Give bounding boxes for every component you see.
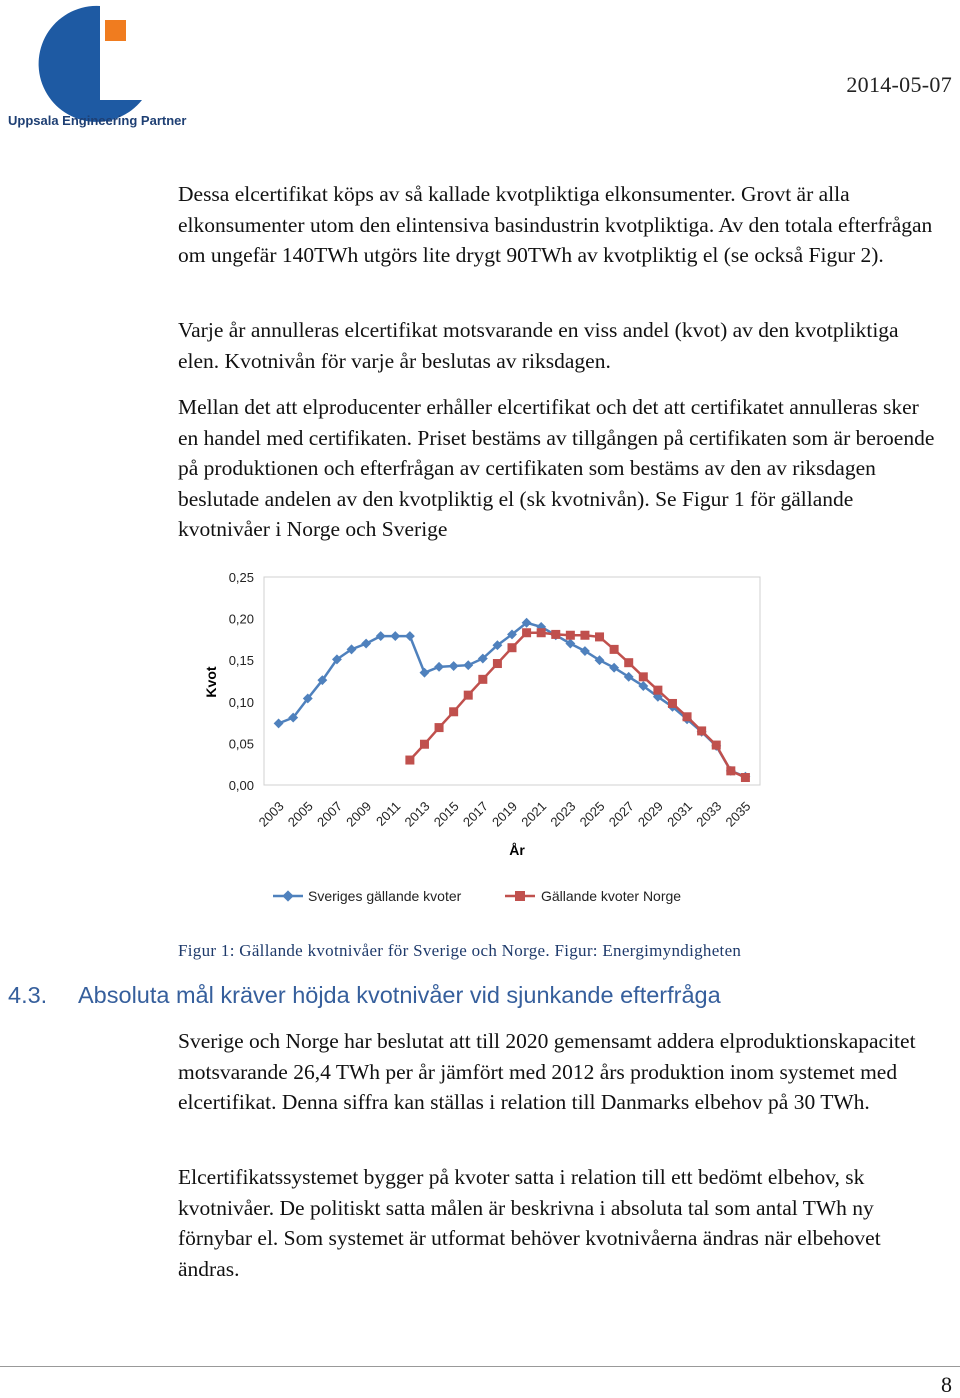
section-number: 4.3. <box>8 982 48 1008</box>
data-point-norge <box>624 658 633 667</box>
data-point-norge <box>668 699 677 708</box>
legend-label-sverige: Sveriges gällande kvoter <box>308 888 462 904</box>
y-tick-label: 0,10 <box>228 694 254 710</box>
x-tick-label: 2011 <box>373 798 404 829</box>
x-tick-label: 2009 <box>343 798 375 830</box>
footer-divider <box>0 1366 960 1367</box>
x-tick-label: 2007 <box>314 798 346 830</box>
x-axis-ticks <box>256 799 754 830</box>
quota-chart <box>195 560 775 925</box>
x-tick-label: 2023 <box>547 798 579 830</box>
x-tick-label: 2005 <box>284 798 316 830</box>
x-tick-label: 2027 <box>605 798 637 830</box>
document-date: 2014-05-07 <box>846 72 952 97</box>
data-point-norge <box>653 686 662 695</box>
section-heading <box>8 982 721 1009</box>
paragraph-kvotnivaer: Elcertifikatssystemet bygger på kvoter satta i relation till ett bedömt elbehov, sk kvotnivåer. De politiskt satta målen är beskrivna i absoluta tal som antal TWh ny förnybar el. Som systemet är utformat behöver kvotnivåerna ändras när elbehovet ändras. <box>178 1165 881 1281</box>
legend-item-norge <box>505 888 681 904</box>
y-axis-ticks <box>229 570 254 793</box>
x-tick-label: 2019 <box>489 798 521 830</box>
x-tick-label: 2021 <box>518 798 550 830</box>
x-tick-label: 2025 <box>576 798 608 830</box>
x-tick-label: 2017 <box>459 798 491 830</box>
data-point-norge <box>522 628 531 637</box>
data-point-norge <box>580 631 589 640</box>
logo-text: Uppsala Engineering Partner <box>8 113 187 128</box>
data-point-norge <box>595 632 604 641</box>
data-point-norge <box>712 741 721 750</box>
legend-label-norge: Gällande kvoter Norge <box>541 888 682 904</box>
section-title: Absoluta mål kräver höjda kvotnivåer vid sjunkande efterfråga <box>78 982 721 1008</box>
data-point-norge <box>405 756 414 765</box>
data-point-norge <box>478 675 487 684</box>
figure-caption: Figur 1: Gällande kvotnivåer för Sverige och Norge. Figur: Energimyndigheten <box>178 941 742 960</box>
data-point-norge <box>683 712 692 721</box>
x-tick-label: 2029 <box>634 798 667 830</box>
x-tick-label: 2015 <box>430 798 462 830</box>
x-tick-label: 2003 <box>255 798 287 830</box>
data-point-norge <box>493 659 502 668</box>
data-point-norge <box>464 691 473 700</box>
y-axis-label: Kvot <box>203 666 219 698</box>
data-point-norge <box>610 645 619 654</box>
data-point-norge <box>537 628 546 637</box>
logo-blue-arc <box>39 6 142 122</box>
x-tick-label: 2033 <box>693 798 725 830</box>
data-point-norge <box>449 707 458 716</box>
paragraph-kvotpliktiga: Dessa elcertifikat köps av så kallade kvotpliktiga elkonsumenter. Grovt är alla elkonsumenter utom den elintensiva basindustrin kvotpliktiga. Av den totala efterfrågan om ungefär 140TWh utgörs lite drygt 90TWh av kvotpliktig el (se också Figur 2). <box>178 182 933 267</box>
data-point-norge <box>435 723 444 732</box>
y-tick-label: 0,25 <box>228 570 254 585</box>
paragraph-handel: Mellan det att elproducenter erhåller elcertifikat och det att certifikatet annulleras sker en handel med certifikaten. Priset bestäms av tillgången på certifikaten som är beroende på produktionen och efterfrågan av certifikaten som bestäms av den av riksdagen beslutade andelen av den kvotpliktig el (sk kvotnivån). Se Figur 1 för gällande kvotnivåer i Norge och Sverige <box>178 395 935 541</box>
paragraph-annullering: Varje år annulleras elcertifikat motsvarande en viss andel (kvot) av den kvotpliktiga elen. Kvotnivån för varje år beslutas av riksdagen. <box>178 318 899 373</box>
x-tick-label: 2013 <box>401 798 433 830</box>
data-point-norge <box>726 766 735 775</box>
legend-item-sverige <box>273 888 462 904</box>
data-point-norge <box>551 630 560 639</box>
y-tick-label: 0,20 <box>228 611 254 627</box>
x-tick-label: 2031 <box>664 798 696 830</box>
data-point-norge <box>639 672 648 681</box>
paragraph-gemensamt-mal: Sverige och Norge har beslutat att till 2020 gemensamt addera elproduktionskapacitet motsvarande 26,4 TWh per år jämfört med 2012 års produktion inom systemet med elcertifikat. Denna siffra kan ställas i relation till Danmarks elbehov på 30 TWh. <box>178 1029 916 1114</box>
data-point-norge <box>420 740 429 749</box>
x-tick-label: 2035 <box>722 798 754 830</box>
x-axis-label: År <box>509 842 525 858</box>
plot-area <box>264 577 760 785</box>
data-point-norge <box>741 773 750 782</box>
y-tick-label: 0,00 <box>228 778 254 793</box>
page-number: 8 <box>941 1372 952 1397</box>
data-point-norge <box>697 726 706 735</box>
data-point-norge <box>566 631 575 640</box>
logo-orange-square <box>105 20 126 41</box>
data-point-norge <box>508 643 517 652</box>
y-tick-label: 0,15 <box>228 653 254 669</box>
y-tick-label: 0,05 <box>228 736 254 752</box>
legend <box>273 888 681 904</box>
